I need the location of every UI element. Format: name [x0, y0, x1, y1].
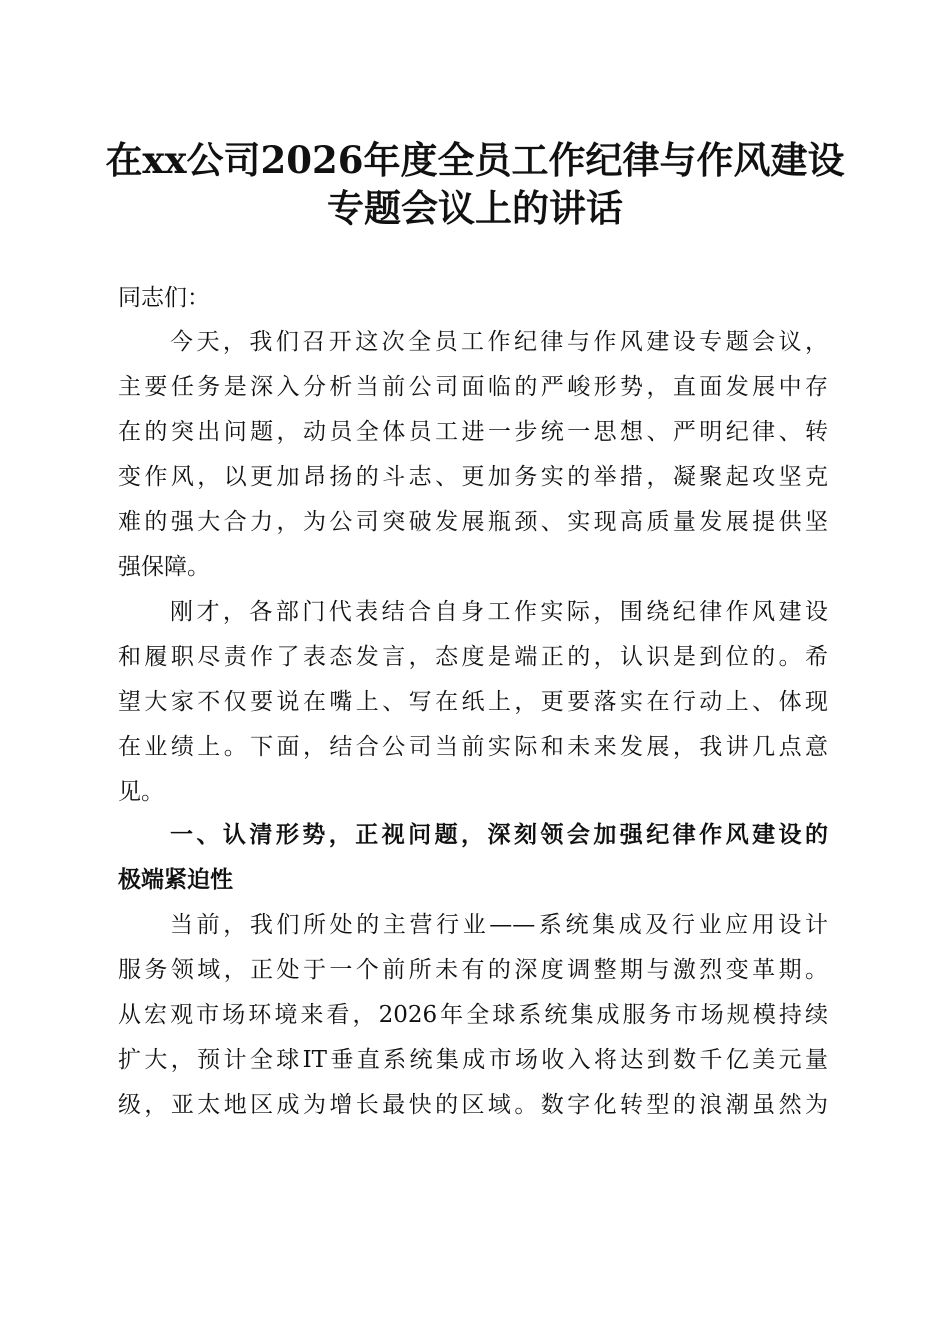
paragraph-1-line: 在的突出问题，动员全体员工进一步统一思想、严明纪律、转	[118, 419, 828, 445]
paragraph-1-line: 主要任务是深入分析当前公司面临的严峻形势，直面发展中存	[118, 374, 828, 400]
document-title-line-2: 专题会议上的讲话	[327, 186, 623, 230]
paragraph-2-line: 在业绩上。下面，结合公司当前实际和未来发展，我讲几点意	[118, 734, 828, 760]
paragraph-1-line: 难的强大合力，为公司突破发展瓶颈、实现高质量发展提供坚	[118, 509, 828, 535]
paragraph-2-line: 和履职尽责作了表态发言，态度是端正的，认识是到位的。希	[118, 644, 828, 670]
paragraph-1-line: 强保障。	[118, 554, 210, 580]
paragraph-3-line: 当前，我们所处的主营行业——系统集成及行业应用设计	[170, 912, 828, 938]
document-title-line-1: 在xx公司2026年度全员工作纪律与作风建设	[105, 138, 845, 182]
paragraph-2-line: 望大家不仅要说在嘴上、写在纸上，更要落实在行动上、体现	[118, 689, 828, 715]
paragraph-3-line: 扩大，预计全球IT垂直系统集成市场收入将达到数千亿美元量	[118, 1047, 828, 1073]
section-heading-1-line: 一、认清形势，正视问题，深刻领会加强纪律作风建设的	[170, 822, 828, 848]
paragraph-2-line: 刚才，各部门代表结合自身工作实际，围绕纪律作风建设	[170, 599, 828, 625]
section-heading-1-line: 极端紧迫性	[118, 867, 233, 893]
paragraph-3-line: 级，亚太地区成为增长最快的区域。数字化转型的浪潮虽然为	[118, 1092, 828, 1118]
greeting: 同志们：	[118, 285, 210, 311]
paragraph-3-line: 从宏观市场环境来看，2026年全球系统集成服务市场规模持续	[118, 1002, 828, 1028]
paragraph-1-line: 变作风，以更加昂扬的斗志、更加务实的举措，凝聚起攻坚克	[118, 464, 828, 490]
paragraph-3-line: 服务领域，正处于一个前所未有的深度调整期与激烈变革期。	[118, 957, 828, 983]
paragraph-2-line: 见。	[118, 779, 164, 805]
paragraph-1-line: 今天，我们召开这次全员工作纪律与作风建设专题会议，	[170, 329, 828, 355]
